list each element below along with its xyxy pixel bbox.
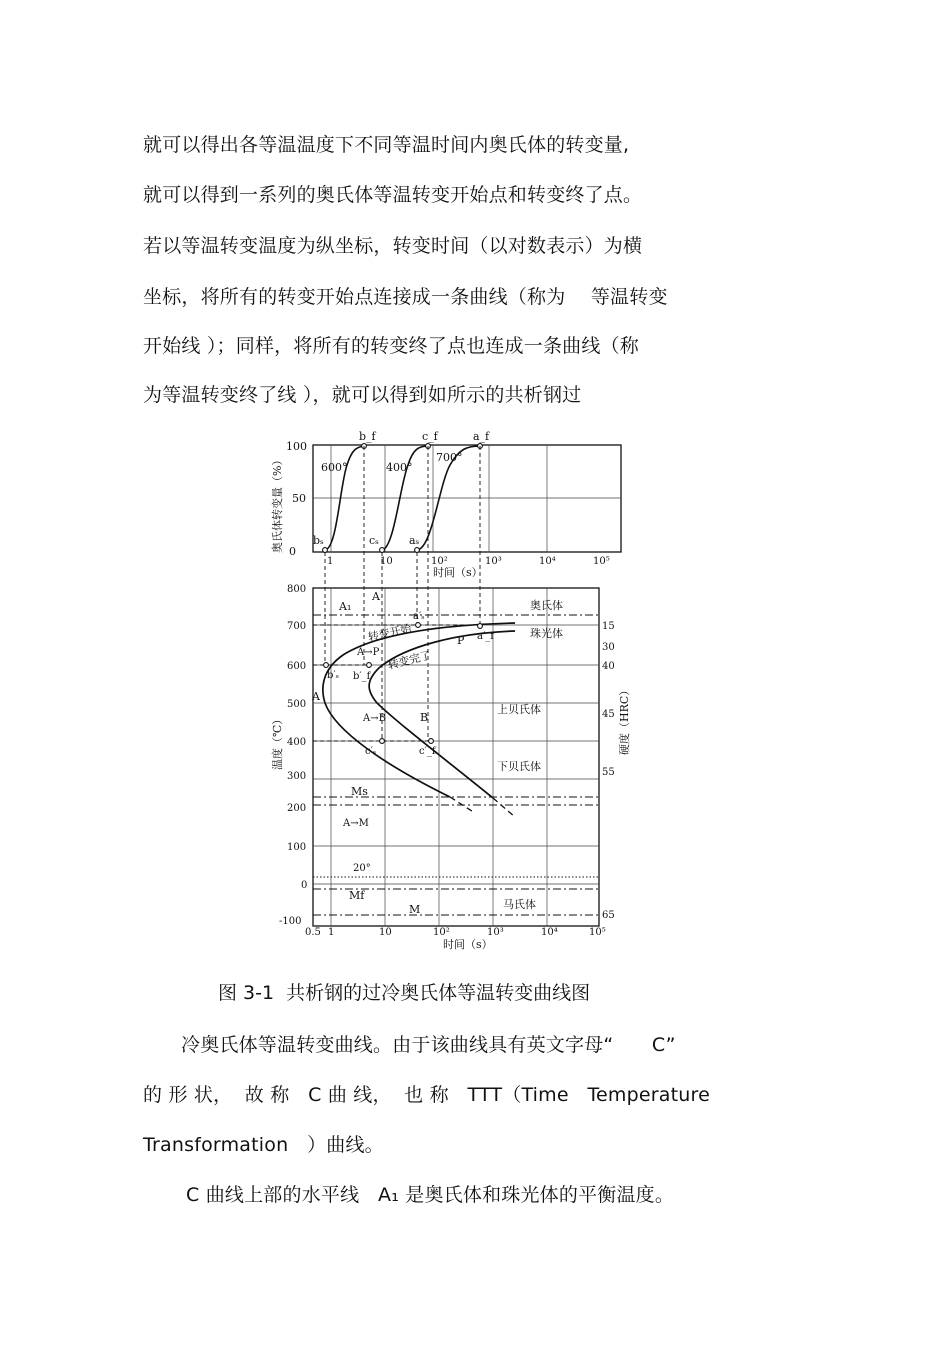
y-tick: 100 bbox=[287, 842, 307, 853]
finish-point-label: c_f bbox=[422, 430, 438, 443]
paragraph-line: 开始线 ）；同样，将所有的转变终了点也连成一条曲线（称 bbox=[143, 335, 639, 357]
point-label: a′_f bbox=[477, 631, 494, 642]
bainite-label: B bbox=[420, 711, 429, 724]
y-tick: 800 bbox=[287, 584, 307, 595]
x-tick: 10 bbox=[380, 556, 393, 567]
paragraph-line: 就可以得到一系列的奥氏体等温转变开始点和转变终了点。 bbox=[143, 184, 643, 206]
x-tick: 10² bbox=[431, 556, 448, 567]
x-tick: 10⁵ bbox=[593, 556, 610, 567]
paragraph-line: 为等温转变终了线 ），就可以得到如所示的共析钢过 bbox=[143, 384, 582, 406]
x-tick: 10⁴ bbox=[539, 556, 556, 567]
hardness-axis-label: 硬度（HRC） bbox=[618, 684, 631, 755]
point-label: a′ₛ bbox=[413, 611, 425, 622]
curve-label: 转变开始 bbox=[366, 622, 413, 644]
x-tick: 0.5 bbox=[305, 927, 321, 938]
x-tick: 10² bbox=[433, 927, 450, 938]
y-tick: 400 bbox=[287, 737, 307, 748]
y-tick: 0 bbox=[301, 880, 308, 891]
y-tick: 700 bbox=[287, 621, 307, 632]
y-tick: 100 bbox=[286, 440, 307, 453]
y-axis-label: 温度（℃） bbox=[271, 713, 284, 770]
paragraph-line: 的 形 状， 故 称 C 曲 线， 也 称 TTT（Time Temperature bbox=[143, 1084, 711, 1106]
hardness-tick: 30 bbox=[602, 642, 615, 653]
temperature-label: 400° bbox=[386, 461, 413, 474]
point-label: c′ₛ bbox=[365, 746, 377, 757]
figure-caption: 图 3-1 共析钢的过冷奥氏体等温转变曲线图 bbox=[218, 982, 591, 1004]
hardness-tick: 55 bbox=[602, 767, 615, 778]
x-tick: 10³ bbox=[485, 556, 502, 567]
finish-point-label: b_f bbox=[359, 430, 376, 443]
start-point-label: cₛ bbox=[369, 534, 379, 547]
hardness-tick: 15 bbox=[602, 621, 615, 632]
martensite-label: M bbox=[409, 903, 421, 916]
region-label: 马氏体 bbox=[503, 898, 536, 911]
y-tick: 0 bbox=[289, 545, 296, 558]
finish-point-label: a_f bbox=[473, 430, 490, 443]
a-to-p-label: A→P bbox=[357, 647, 380, 658]
paragraph-line: 冷奥氏体等温转变曲线。由于该曲线具有英文字母“ C” bbox=[181, 1034, 676, 1056]
curve-label: 转变完了 bbox=[386, 648, 433, 672]
y-tick: 500 bbox=[287, 699, 307, 710]
region-label: 上贝氏体 bbox=[497, 703, 541, 716]
paragraph-line: 若以等温转变温度为纵坐标，转变时间（以对数表示）为横 bbox=[143, 235, 643, 257]
paragraph-line: 就可以得出各等温温度下不同等温时间内奥氏体的转变量, bbox=[143, 134, 630, 156]
top-chart bbox=[270, 430, 621, 579]
x-tick: 1 bbox=[328, 927, 335, 938]
hardness-tick: 45 bbox=[602, 709, 615, 720]
room-temp-label: 20° bbox=[353, 863, 371, 874]
x-tick: 10⁵ bbox=[589, 927, 606, 938]
a-to-b-label: A→B bbox=[363, 713, 386, 724]
x-axis-label: 时间（s） bbox=[443, 938, 493, 951]
region-label: 奥氏体 bbox=[530, 599, 563, 612]
x-tick: 10⁴ bbox=[541, 927, 558, 938]
pearlite-label: P bbox=[457, 634, 465, 647]
hardness-tick: 65 bbox=[602, 910, 615, 921]
start-point-label: aₛ bbox=[409, 534, 420, 547]
a-to-m-label: A→M bbox=[343, 818, 369, 829]
paragraph-line: Transformation ）曲线。 bbox=[143, 1134, 384, 1156]
temperature-label: 600° bbox=[321, 461, 348, 474]
start-point-label: bₛ bbox=[313, 534, 324, 547]
projection-lines bbox=[325, 446, 480, 741]
y-tick: 600 bbox=[287, 661, 307, 672]
nose-label: A bbox=[312, 690, 320, 703]
x-axis-label: 时间（s） bbox=[433, 566, 483, 579]
austenite-label: A bbox=[372, 590, 380, 603]
x-tick: 10³ bbox=[487, 927, 504, 938]
y-tick: 300 bbox=[287, 771, 307, 782]
y-tick: 200 bbox=[287, 803, 307, 814]
region-label: 珠光体 bbox=[530, 627, 563, 640]
ttt-diagram-figure bbox=[265, 425, 645, 955]
point-label: c′_f bbox=[419, 746, 436, 757]
paragraph-line: C 曲线上部的水平线 A₁ 是奥氏体和珠光体的平衡温度。 bbox=[186, 1184, 675, 1206]
region-label: 下贝氏体 bbox=[497, 760, 541, 773]
mf-label: Mf bbox=[349, 889, 365, 902]
ms-label: Ms bbox=[351, 785, 368, 798]
y-tick: 50 bbox=[292, 492, 306, 505]
point-label: b′ₛ bbox=[327, 670, 340, 681]
paragraph-line: 坐标，将所有的转变开始点连接成一条曲线（称为 等温转变 bbox=[143, 286, 668, 308]
temperature-label: 700° bbox=[436, 451, 463, 464]
point-label: b′_f bbox=[353, 671, 371, 682]
bottom-chart bbox=[270, 584, 631, 951]
x-tick: 1 bbox=[327, 556, 334, 567]
y-tick: -100 bbox=[279, 916, 302, 927]
hardness-tick: 40 bbox=[602, 661, 615, 672]
y-axis-label: 奥氏体转变量（%） bbox=[271, 454, 284, 553]
x-tick: 10 bbox=[379, 927, 392, 938]
a1-label: A₁ bbox=[339, 600, 352, 613]
